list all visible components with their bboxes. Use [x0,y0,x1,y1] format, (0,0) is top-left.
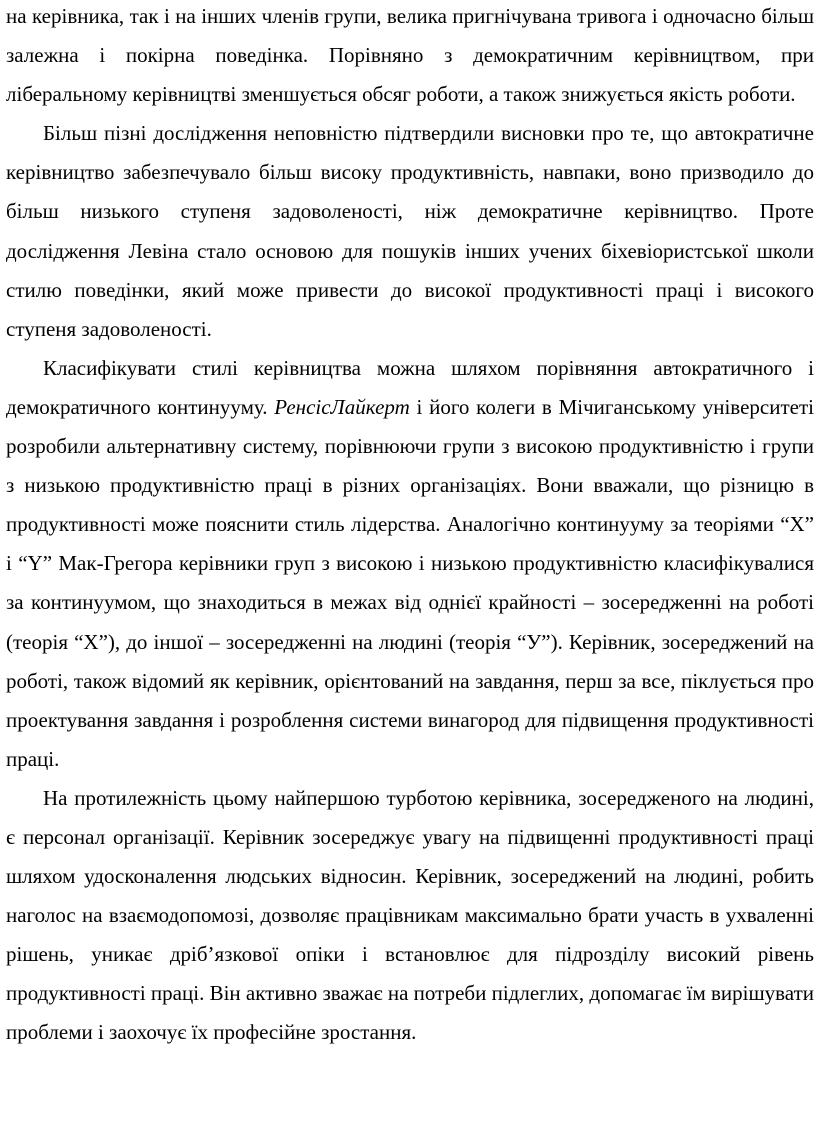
paragraph-classification-rest: і його колеги в Мічиганському університеті розробили альтернативну систему, порівнюючи групи з високою продуктивністю і групи з низькою продуктивністю праці в різних організаціях. Вони вважали, що різницю в продуктивності може пояснити стиль лідерства. Аналогічно континууму за теоріями “Х” і “Y” Мак-Грегора керівники груп з високою і низькою продуктивністю класифікувалися за континуумом, що знаходиться в межах від однієї крайності – зосередженні на роботі (теорія “Х”), до іншої – зосередженні на людині (теорія “У”). Керівник, зосереджений на роботі, також відомий як керівник, орієнтований на завдання, перш за все, піклується про проектування завдання і розроблення системи винагород для підвищення продуктивності праці. [6,394,814,771]
paragraph-people-oriented: На протилежність цьому найпершою турботою керівника, зосередженого на людині, є персонал організації. Керівник зосереджує увагу на підвищенні продуктивності праці шляхом удосконалення людських відносин. Керівник, зосереджений на людині, робить наголос на взаємодопомозі, дозволяє працівникам максимально брати участь в ухваленні рішень, уникає дріб’язкової опіки і встановлює для підрозділу високий рівень продуктивності праці. Він активно зважає на потреби підлеглих, допомагає їм вирішувати проблеми і заохочує їх професійне зростання. [6,785,814,1045]
paragraph-classification-start: Класифікувати стилі керівництва можна шляхом порівняння автократичного і демократичного континууму. [6,355,814,419]
paragraph-later-research: Більш пізні дослідження неповністю підтвердили висновки про те, що автократичне керівництво забезпечувало більш високу продуктивність, навпаки, воно призводило до більш низького ступеня задоволеності, ніж демократичне керівництво. Проте дослідження Левіна стало основою для пошуків інших учених біхевіористської школи стилю поведінки, який може привести до високої продуктивності праці і високого ступеня задоволеності. [6,121,814,341]
paragraph-continuation: на керівника, так і на інших членів групи, велика пригнічувана тривога і одночасно більш залежна і покірна поведінка. Порівняно з демократичним керівництвом, при ліберальному керівництві зменшується обсяг роботи, а також знижується якість роботи. [6,4,814,107]
author-name-italic: РенсісЛайкерт [274,394,410,419]
paragraph-classification [6,349,814,779]
document-page [6,0,814,1053]
